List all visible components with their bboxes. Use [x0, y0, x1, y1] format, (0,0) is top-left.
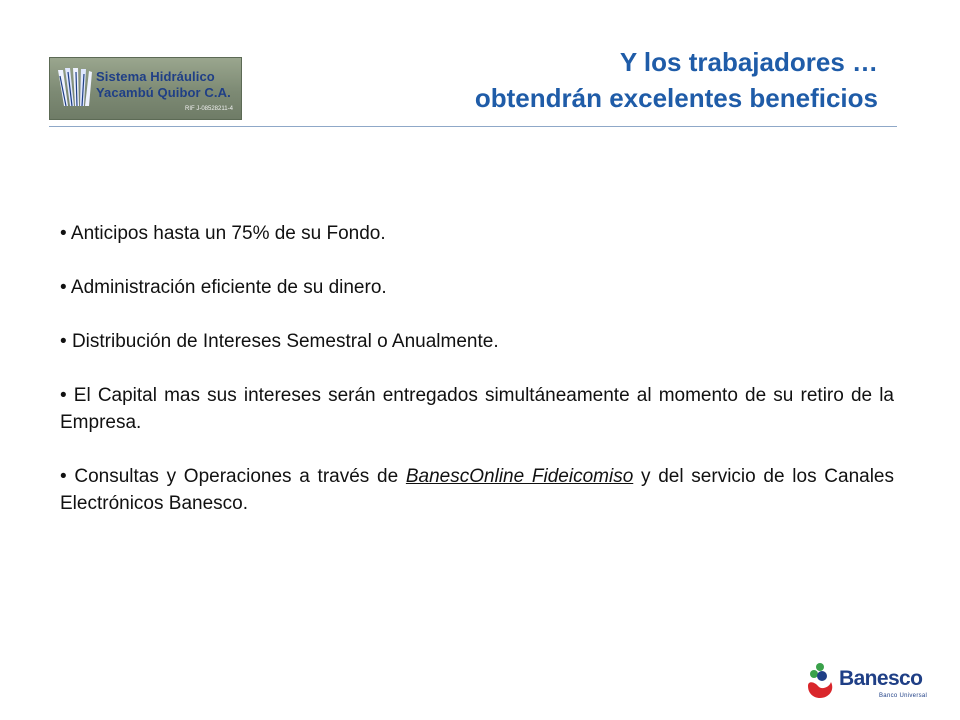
bullet-text: Consultas y Operaciones a través de	[74, 466, 399, 487]
logo-rif: RIF J-08528211-4	[185, 106, 233, 112]
title-line-1: Y los trabajadores …	[619, 47, 878, 77]
banesco-wordmark: Banesco	[839, 667, 923, 690]
bullet-text: Anticipos hasta un 75% de su Fondo.	[70, 223, 386, 244]
benefits-list	[60, 220, 894, 517]
bullet-item: • Administración eficiente de su dinero.	[60, 277, 387, 298]
banesconline-link[interactable]: BanescOnline Fideicomiso	[405, 466, 634, 487]
bullet-text: Administración eficiente de su dinero.	[70, 277, 387, 298]
logo-line-1: Sistema Hidráulico	[96, 69, 215, 84]
bullet-item: • El Capital mas sus intereses serán entregados simultáneamente al momento de su retiro de la Empresa.	[60, 385, 895, 433]
yacambu-logo-icon	[56, 66, 92, 112]
slide-title	[475, 44, 878, 116]
bullet-text: y del servicio de los Canales Electrónicos Banesco.	[60, 466, 894, 514]
bullet-text: Distribución de Intereses Semestral o Anualmente.	[71, 331, 499, 352]
title-divider	[49, 126, 897, 127]
banesco-logo-icon	[805, 660, 839, 702]
logo-line-2: Yacambú Quibor C.A.	[96, 85, 231, 100]
bullet-text: El Capital mas sus intereses serán entregados simultáneamente al momento de su retiro de la Empresa.	[60, 385, 895, 433]
title-line-2: obtendrán excelentes beneficios	[474, 83, 878, 113]
bullet-item: • Consultas y Operaciones a través de BanescOnline Fideicomiso y del servicio de los Canales Electrónicos Banesco.	[60, 466, 894, 514]
banesco-tagline: Banco Universal	[879, 693, 928, 699]
banesco-logo	[805, 660, 945, 704]
bullet-item: • Anticipos hasta un 75% de su Fondo.	[60, 223, 386, 244]
company-logo	[49, 57, 242, 120]
bullet-item: • Distribución de Intereses Semestral o Anualmente.	[60, 331, 499, 352]
